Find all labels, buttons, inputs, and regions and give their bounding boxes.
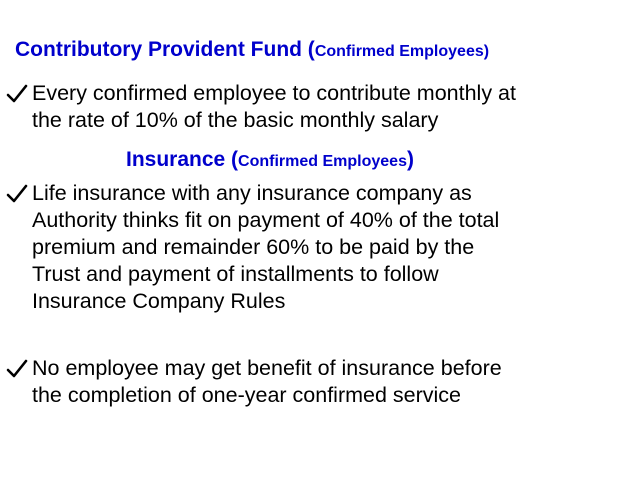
heading-insurance (126, 148, 414, 172)
bullet-insurance-eligibility (6, 355, 634, 409)
bullet-line: No employee may get benefit of insurance before (32, 356, 502, 380)
bullet-line: Insurance Company Rules (32, 289, 286, 313)
heading-insurance-main: Insurance ( (126, 148, 239, 171)
checkmark-icon (6, 80, 28, 107)
heading-provident-fund (15, 38, 489, 62)
bullet-contribution (6, 80, 634, 134)
bullet-life-insurance (6, 180, 634, 315)
bullet-line: the rate of 10% of the basic monthly salary (32, 108, 439, 132)
heading-insurance-sub: Confirmed Employees (238, 153, 407, 170)
checkmark-icon (6, 180, 28, 207)
checkmark-icon (6, 355, 28, 382)
heading-insurance-end: ) (406, 148, 414, 171)
bullet-line: the completion of one-year confirmed service (32, 383, 462, 407)
heading-provident-fund-main: Contributory Provident Fund ( (15, 38, 315, 61)
heading-provident-fund-sub: Confirmed Employees) (314, 43, 490, 60)
bullet-line: Life insurance with any insurance company as (32, 181, 472, 205)
bullet-line: Authority thinks fit on payment of 40% of the total (32, 208, 500, 232)
bullet-line: Trust and payment of installments to follow (32, 262, 439, 286)
bullet-line: premium and remainder 60% to be paid by the (32, 235, 475, 259)
bullet-line: Every confirmed employee to contribute monthly at (32, 81, 516, 105)
